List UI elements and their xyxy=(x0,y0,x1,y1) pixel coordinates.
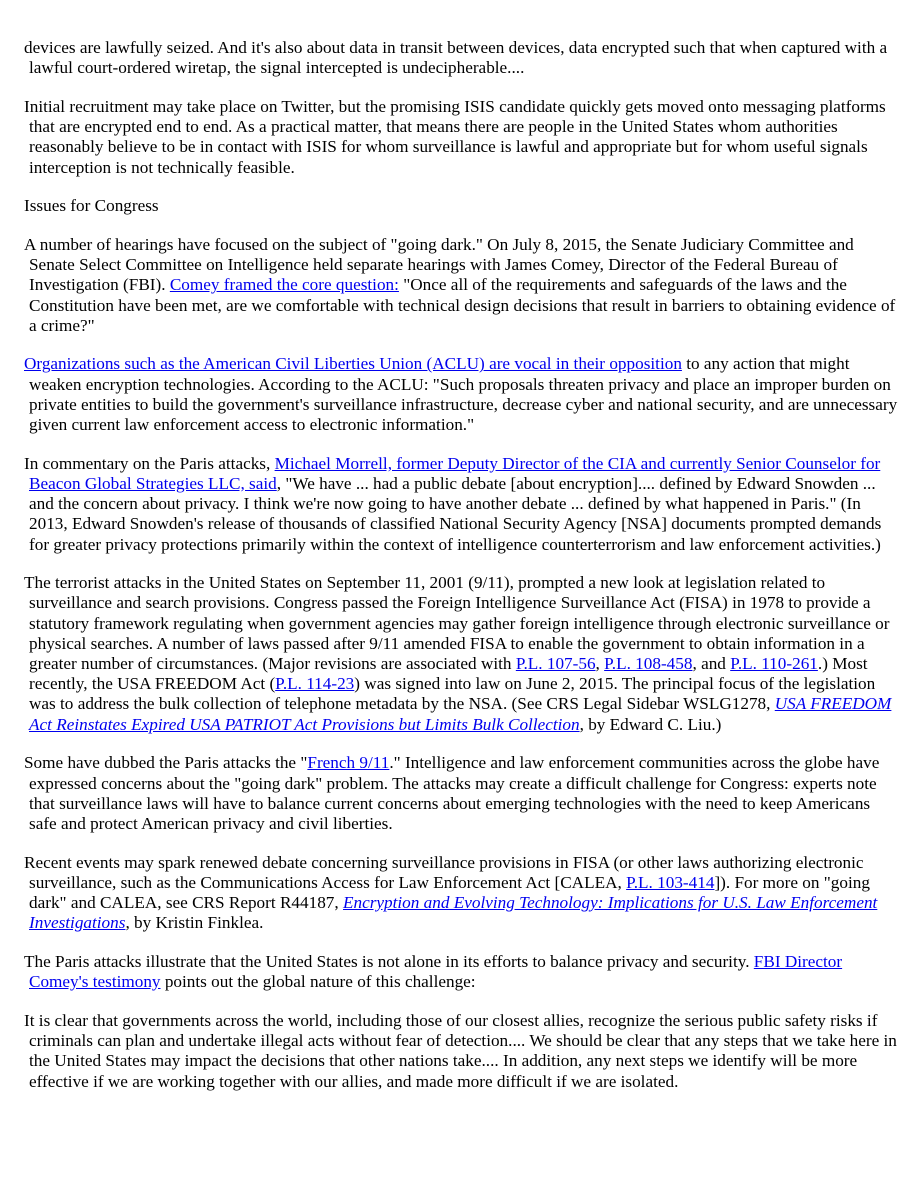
text: The terrorist attacks in the United States on September 11, 2001 (9/11), prompted a new look at legislation related to surveillance and search provisions. Congress passed the Foreign Intelligence Surveillance Act (FISA) in 1978 to provide a statutory framework regulating when government agencies may gather foreign intelligence through electronic surveillance or physical searches. A number of laws passed after 9/11 amended FISA to enable the government to obtain information in a greater number of circumstances. (Major revisions are associated with xyxy=(24,573,890,674)
text: Recent events may spark renewed debate concerning surveillance provisions in FISA (or other laws authorizing electronic surveillance, such as the Communications Access for Law Enforcement Act [CALEA, xyxy=(24,852,864,892)
text: , "We have ... had a public debate [about encryption].... defined by Edward Snowden ... and the concern about privacy. I think we're now going to have another debate ... defined by what happened in Paris." (In 2013, Edward Snowden's release of thousands of classified National Security Agency [NSA] documents prompted demands for greater privacy protections primarily within the context of intelligence counterterrorism and law enforcement activities.) xyxy=(29,473,882,554)
link-aclu-opposition[interactable]: Organizations such as the American Civil Liberties Union (ACLU) are vocal in their opposition xyxy=(24,354,682,374)
text: ) was signed into law on June 2, 2015. The principal focus of the legislation was to address the bulk collection of telephone metadata by the NSA. (See CRS Legal Sidebar WSLG1278, xyxy=(29,674,876,714)
text: In commentary on the Paris attacks, xyxy=(24,453,275,473)
paragraph-fisa xyxy=(24,573,898,735)
text: , and xyxy=(692,654,731,674)
text: , xyxy=(595,654,605,674)
text: .) Most recently, the USA FREEDOM Act ( xyxy=(29,654,868,694)
link-morrell-said[interactable]: Michael Morrell, former Deputy Director of the CIA and currently Senior Counselor for Beacon Global Strategies LLC, said xyxy=(29,453,881,493)
text: points out the global nature of this challenge: xyxy=(160,972,476,992)
text: devices are lawfully seized. And it's also about data in transit between devices, data encrypted such that when captured with a lawful court-ordered wiretap, the signal intercepted is undecipherable.... xyxy=(24,38,888,78)
text: Some have dubbed the Paris attacks the " xyxy=(24,753,308,773)
link-pl-110-261[interactable]: P.L. 110-261 xyxy=(730,654,818,674)
text: A number of hearings have focused on the subject of "going dark." On July 8, 2015, the Senate Judiciary Committee and Senate Select Committee on Intelligence held separate hearings with James Comey, Director of the Federal Bureau of Investigation (FBI). xyxy=(24,234,854,295)
text: , by Kristin Finklea. xyxy=(125,913,264,933)
link-pl-108-458[interactable]: P.L. 108-458 xyxy=(604,654,693,674)
paragraph-hearings xyxy=(24,235,898,336)
link-pl-107-56[interactable]: P.L. 107-56 xyxy=(515,654,596,674)
paragraph-french-911 xyxy=(24,753,898,834)
paragraph-morrell xyxy=(24,454,898,555)
text: , by Edward C. Liu.) xyxy=(579,714,722,734)
paragraph-calea xyxy=(24,853,898,934)
link-comey-testimony[interactable]: FBI Director Comey's testimony xyxy=(29,952,843,992)
section-heading: Issues for Congress xyxy=(24,196,159,216)
text: The Paris attacks illustrate that the United States is not alone in its efforts to balance privacy and security. xyxy=(24,952,754,972)
link-encryption-report[interactable]: Encryption and Evolving Technology: Implications for U.S. Law Enforcement Investigations xyxy=(29,893,878,933)
text: ." Intelligence and law enforcement communities across the globe have expressed concerns about the "going dark" problem. The attacks may create a difficult challenge for Congress: experts note that surveillance laws will have to balance current concerns about emerging technologies with the need to keep Americans safe and protect American privacy and civil liberties. xyxy=(29,753,880,833)
text: Initial recruitment may take place on Twitter, but the promising ISIS candidate quickly gets moved onto messaging platforms that are encrypted end to end. As a practical matter, that means there are people in the United States whom authorities reasonably believe to be in contact with ISIS for whom surveillance is lawful and appropriate but for whom useful signals interception is not technically feasible. xyxy=(24,96,886,177)
text: ]). For more on "going dark" and CALEA, see CRS Report R44187, xyxy=(29,872,870,913)
document-body xyxy=(24,38,898,1110)
paragraph-aclu xyxy=(24,354,898,435)
paragraph-testimony-quote xyxy=(24,1011,898,1092)
link-pl-103-414[interactable]: P.L. 103-414 xyxy=(626,872,715,892)
paragraph-quote-continuation xyxy=(24,38,898,78)
text: It is clear that governments across the world, including those of our closest allies, recognize the serious public safety risks if criminals can plan and undertake illegal acts without fear of detection.... We should be clear that any steps that we take here in the United States may impact the decisions that other nations take.... In addition, any next steps we identify will be more effective if we are working together with our allies, and made more difficult if we are isolated. xyxy=(24,1010,897,1091)
text: "Once all of the requirements and safeguards of the laws and the Constitution have been met, are we comfortable with technical design decisions that result in barriers to obtaining evidence of a crime?" xyxy=(29,275,896,335)
link-pl-114-23[interactable]: P.L. 114-23 xyxy=(275,674,355,694)
paragraph-recruitment xyxy=(24,97,898,178)
link-french-911[interactable]: French 9/11 xyxy=(307,753,390,773)
text: to any action that might weaken encryption technologies. According to the ACLU: "Such proposals threaten privacy and place an improper burden on private entities to build the government's surveillance infrastructure, decrease cyber and national security, and are unnecessary given current law enforcement access to electronic information." xyxy=(29,354,898,435)
link-comey-core-question[interactable]: Comey framed the core question: xyxy=(169,275,399,295)
paragraph-global xyxy=(24,952,898,992)
link-usa-freedom-act-sidebar[interactable]: USA FREEDOM Act Reinstates Expired USA PATRIOT Act Provisions but Limits Bulk Collection xyxy=(29,694,892,734)
